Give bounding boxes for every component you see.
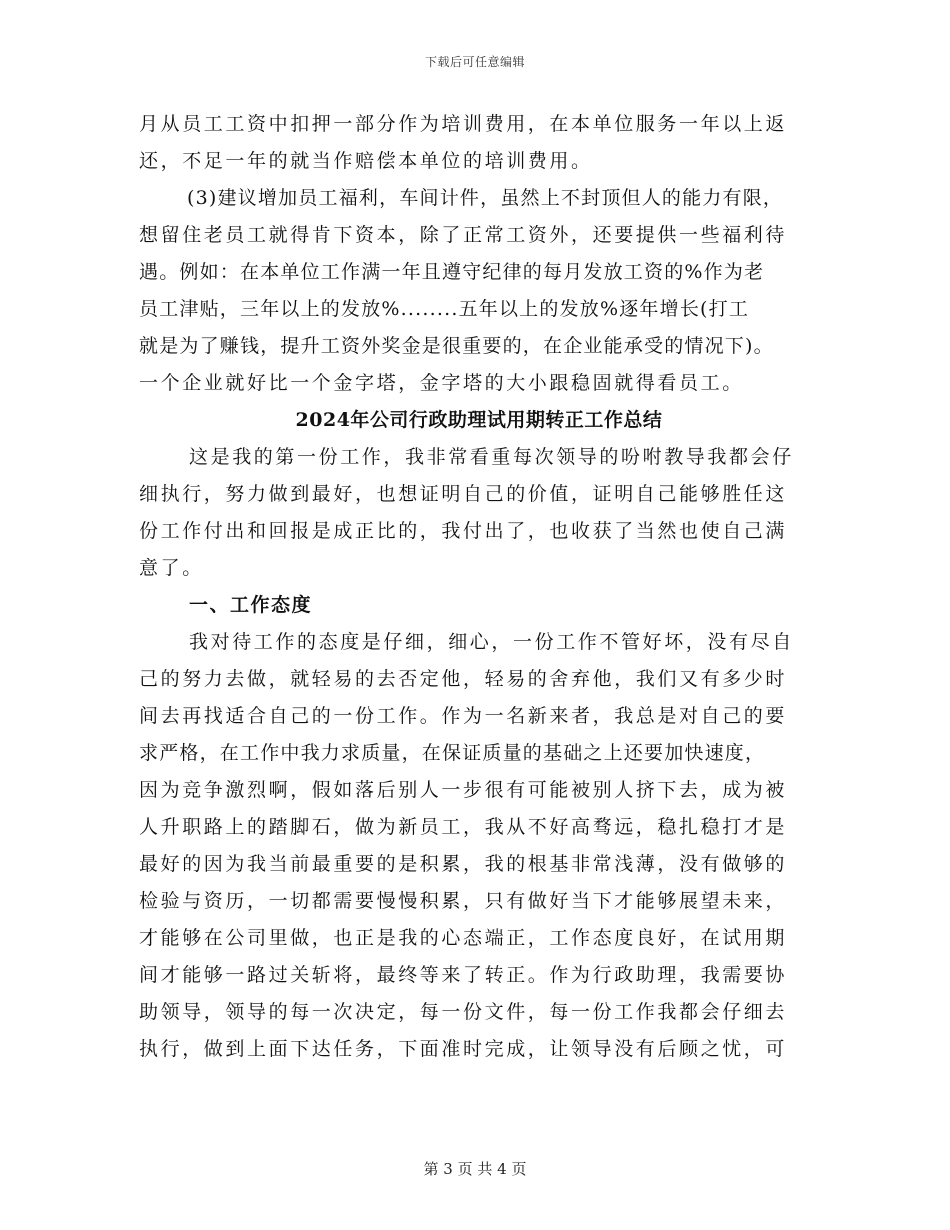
text-line: 人升职路上的踏脚石，做为新员工，我从不好高骛远，稳扎稳打才是 [139,816,788,838]
text-line: 间去再找适合自己的一份工作。作为一名新来者，我总是对自己的要 [139,705,788,727]
text-line: 遇。例如：在本单位工作满一年且遵守纪律的每月发放工资的%作为老 [139,261,765,283]
text-line: 助领导，领导的每一次决定，每一份文件，每一份工作我都会仔细去 [139,1001,788,1023]
text-line: 求严格，在工作中我力求质量，在保证质量的基础之上还要加快速度， [139,742,766,764]
text-line: 员工津贴，三年以上的发放%........五年以上的发放%逐年增长(打工 [139,298,750,320]
text-line: 我对待工作的态度是仔细，细心，一份工作不管好坏，没有尽自 [189,631,794,653]
text-line: 执行，做到上面下达任务，下面准时完成，让领导没有后顾之忧，可 [139,1038,788,1060]
text-line: 月从员工工资中扣押一部分作为培训费用，在本单位服务一年以上返 [139,113,788,135]
text-line: 这是我的第一份工作，我非常看重每次领导的吩咐教导我都会仔 [189,446,794,468]
text-line: 才能够在公司里做，也正是我的心态端正，工作态度良好，在试用期 [139,927,788,949]
page-header-note: 下载后可任意编辑 [424,55,525,69]
text-line: 意了。 [139,557,204,579]
text-line: 细执行，努力做到最好，也想证明自己的价值，证明自己能够胜任这 [139,483,788,505]
text-line: 份工作付出和回报是成正比的，我付出了，也收获了当然也使自己满 [139,520,788,542]
text-line: 还，不足一年的就当作赔偿本单位的培训费用。 [139,150,593,172]
text-line: 最好的因为我当前最重要的是积累，我的根基非常浅薄，没有做够的 [139,853,788,875]
section-heading: 一、工作态度 [189,594,313,616]
text-line: 间才能够一路过关斩将，最终等来了转正。作为行政助理，我需要协 [139,964,788,986]
page-number: 第 3 页 共 4 页 [423,1160,527,1178]
text-line: 因为竞争激烈啊，假如落后别人一步很有可能被别人挤下去，成为被 [139,779,788,801]
text-line: 就是为了赚钱，提升工资外奖金是很重要的，在企业能承受的情况下)。 [139,335,774,357]
document-body [139,106,819,1068]
text-line: 想留住老员工就得肯下资本，除了正常工资外，还要提供一些福利待 [139,224,788,246]
text-line: 检验与资历，一切都需要慢慢积累，只有做好当下才能够展望未来， [139,890,788,912]
text-line: 一个企业就好比一个金字塔，金字塔的大小跟稳固就得看员工。 [139,372,744,394]
text-line: (3)建议增加员工福利，车间计件，虽然上不封顶但人的能力有限， [187,187,784,209]
text-line: 己的努力去做，就轻易的去否定他，轻易的舍弃他，我们又有多少时 [139,668,788,690]
document-title: 2024年公司行政助理试用期转正工作总结 [295,409,663,431]
